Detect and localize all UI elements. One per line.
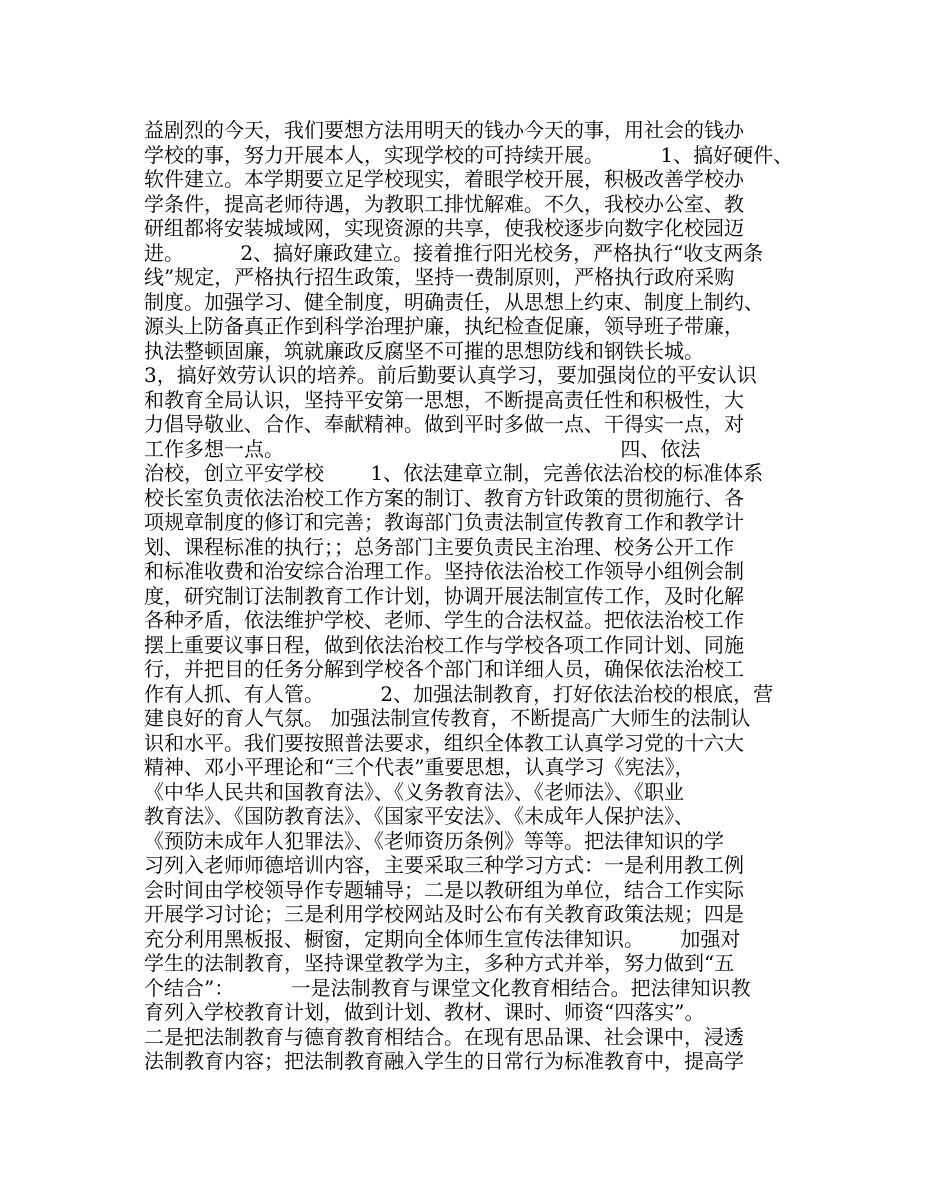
text-line: 划、课程标准的执行；；总务部门主要负责民主治理、校务公开工作 (144, 534, 734, 559)
text-line: 制度。加强学习、健全制度，明确责任，从思想上约束、制度上制约、 (144, 289, 764, 314)
text-line: 摆上重要议事日程，做到依法治校工作与学校各项工作同计划、同施 (144, 632, 744, 657)
text-line: 精神、邓小平理论和“三个代表”重要思想，认真学习《宪法》， (144, 755, 695, 779)
text-line: 育列入学校教育计划，做到计划、教材、课时、师资“四落实”。 (144, 1000, 705, 1024)
text-line: 工作多想一点。 四、依法 (144, 436, 701, 461)
text-line: 校长室负责依法治校工作方案的制订、教育方针政策的贯彻施行、各 (144, 485, 744, 510)
text-line: 力倡导敬业、合作、奉献精神。做到平时多做一点、干得实一点，对 (144, 412, 744, 436)
text-line: 学条件，提高老师待遇，为教职工排忧解难。不久，我校办公室、教 (144, 191, 744, 216)
text-line: 3，搞好效劳认识的培养。前后勤要认真学习，要加强岗位的平安认识 (144, 363, 757, 387)
text-line: 项规章制度的修订和完善；教诲部门负责法制宣传教育工作和教学计 (144, 510, 744, 534)
text-line: 建良好的育人气氛。 加强法制宣传教育，不断提高广大师生的法制认 (144, 706, 751, 730)
text-line: 法制教育内容；把法制教育融入学生的日常行为标准教育中，提高学 (144, 1049, 744, 1073)
text-line: 和教育全局认识，坚持平安第一思想，不断提高责任性和积极性，大 (144, 387, 744, 412)
text-line: 《中华人民共和国教育法》、《义务教育法》、《老师法》、《职业 (144, 779, 684, 804)
text-line: 会时间由学校领导作专题辅导；二是以教研组为单位，结合工作实际 (144, 877, 744, 902)
text-line: 线”规定，严格执行招生政策，坚持一费制原则，严格执行政府采购 (144, 265, 735, 289)
text-line: 学校的事，努力开展本人，实现学校的可持续开展。 1、搞好硬件、 (144, 142, 794, 167)
text-line: 行，并把目的任务分解到学校各个部门和详细人员，确保依法治校工 (144, 657, 744, 681)
text-line: 《预防未成年人犯罪法》、《老师资历条例》等等。把法律知识的学 (144, 828, 724, 853)
text-line: 研组都将安装城域网，实现资源的共享，使我校逐步向数字化校园迈 (144, 216, 744, 240)
text-line: 二是把法制教育与德育教育相结合。在现有思品课、社会课中，浸透 (144, 1024, 744, 1049)
text-line: 个结合”： 一是法制教育与课堂文化教育相结合。把法律知识教 (144, 975, 751, 1000)
text-line: 教育法》、《国防教育法》、《国家平安法》、《未成年人保护法》、 (144, 804, 694, 828)
text-line: 习列入老师师德培训内容，主要采取三种学习方式：一是利用教工例 (144, 853, 744, 877)
text-line: 识和水平。我们要按照普法要求，组织全体教工认真学习党的十六大 (144, 730, 744, 755)
text-line: 进。 2、搞好廉政建立。接着推行阳光校务，严格执行“收支两条 (144, 240, 764, 265)
text-line: 软件建立。本学期要立足学校现实，着眼学校开展，积极改善学校办 (144, 167, 744, 191)
text-line: 作有人抓、有人管。 2、加强法制教育，打好依法治校的根底，营 (144, 681, 774, 706)
text-line: 和标准收费和治安综合治理工作。坚持依法治校工作领导小组例会制 (144, 559, 744, 583)
text-line: 源头上防备真正作到科学治理护廉，执纪检查促廉，领导班子带廉， (144, 314, 744, 338)
text-line: 学生的法制教育，坚持课堂教学为主，多种方式并举，努力做到“五 (144, 951, 735, 975)
text-line: 益剧烈的今天，我们要想方法用明天的钱办今天的事，用社会的钱办 (144, 118, 744, 142)
text-line: 执法整顿固廉，筑就廉政反腐坚不可摧的思想防线和钢铁长城。 (144, 338, 704, 363)
text-line: 充分利用黑板报、橱窗，定期向全体师生宣传法律知识。 加强对 (144, 926, 741, 951)
text-line: 治校，创立平安学校 1、依法建章立制，完善依法治校的标准体系 (144, 461, 764, 485)
text-line: 各种矛盾，依法维护学校、老师、学生的合法权益。把依法治校工作 (144, 608, 744, 632)
body-text (144, 118, 812, 1074)
text-line: 开展学习讨论；三是利用学校网站及时公布有关教育政策法规；四是 (144, 902, 744, 926)
text-line: 度，研究制订法制教育工作计划，协调开展法制宣传工作，及时化解 (144, 583, 744, 608)
